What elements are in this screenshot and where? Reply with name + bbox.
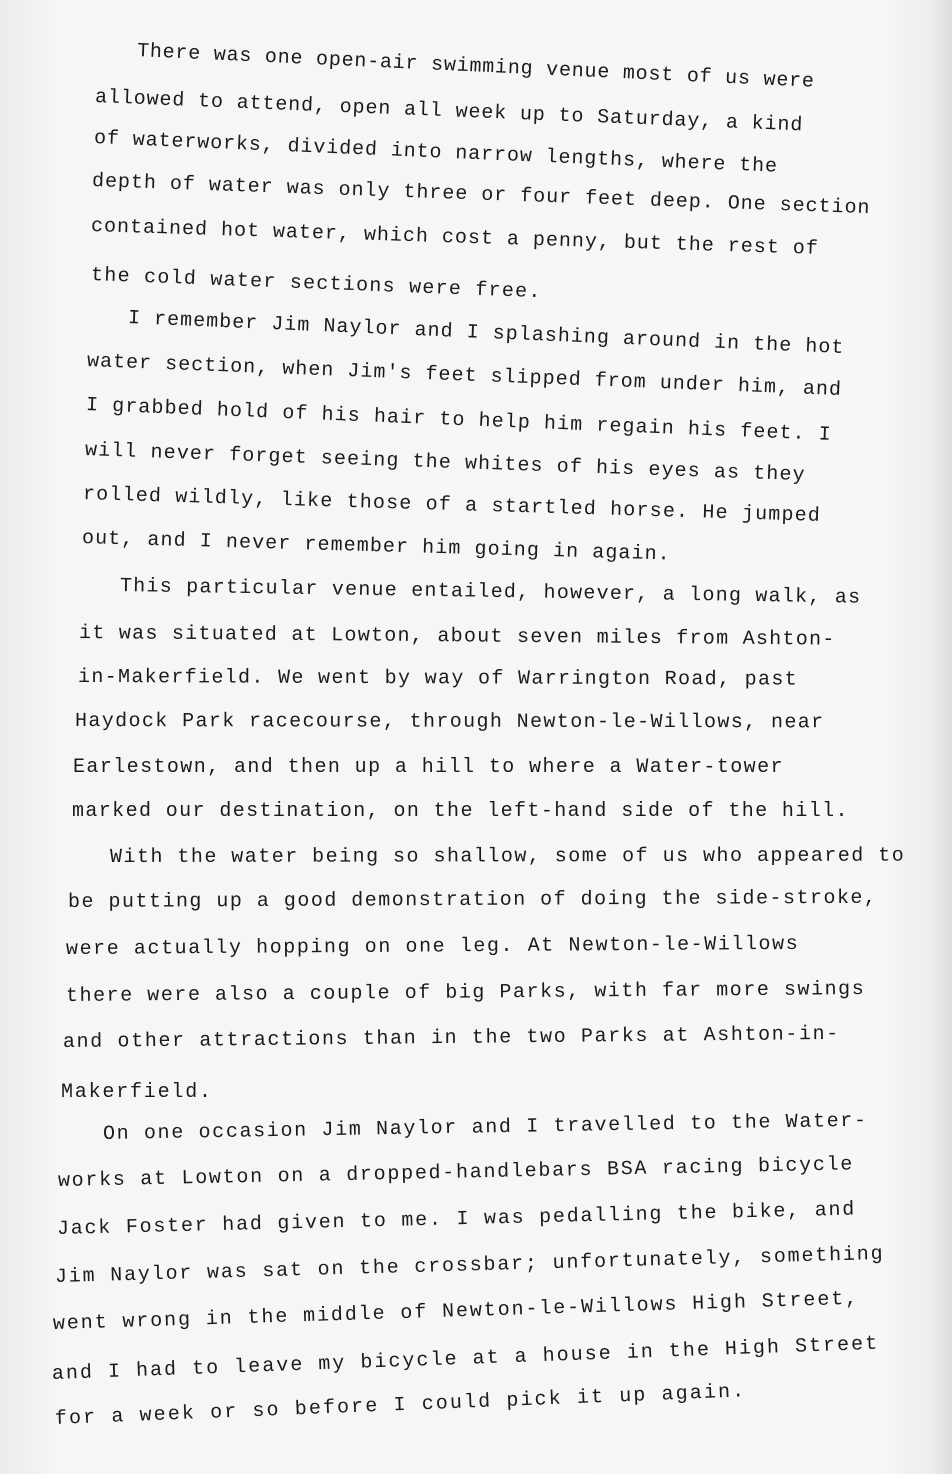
page-edge-shadow xyxy=(934,0,952,1474)
text-line: On one occasion Jim Naylor and I travelled to the Water- xyxy=(102,1109,868,1146)
text-line: out, and I never remember him going in again. xyxy=(81,527,672,567)
text-line: the cold water sections were free. xyxy=(90,264,543,305)
text-line: I remember Jim Naylor and I splashing around in the hot xyxy=(127,307,845,361)
text-line: were actually hopping on one leg. At Newton-le-Willows xyxy=(65,932,800,961)
text-line: will never forget seeing the whites of his eyes as they xyxy=(84,439,806,488)
text-line: This particular venue entailed, however, a long walk, as xyxy=(119,575,862,610)
text-line: there were also a couple of big Parks, with far more swings xyxy=(65,978,866,1008)
text-line: Jim Naylor was sat on the crossbar; unfortunately, something xyxy=(54,1242,885,1289)
text-line: marked our destination, on the left-hand side of the hill. xyxy=(72,800,849,823)
text-line: I grabbed hold of his hair to help him regain his feet. I xyxy=(85,394,833,447)
text-line: Makerfield. xyxy=(61,1081,213,1104)
text-line: be putting up a good demonstration of doing the side-stroke, xyxy=(67,886,878,914)
text-line: There was one open-air swimming venue most of us were xyxy=(136,40,816,94)
text-line: and other attractions than in the two Parks at Ashton-in- xyxy=(62,1022,841,1054)
text-line: it was situated at Lowton, about seven miles from Ashton- xyxy=(78,622,836,652)
text-line: contained hot water, which cost a penny, but the rest of xyxy=(90,215,820,261)
text-line: Jack Foster had given to me. I was pedalling the bike, and xyxy=(56,1198,857,1241)
text-line: With the water being so shallow, some of us who appeared to xyxy=(109,844,906,869)
text-line: went wrong in the middle of Newton-le-Willows High Street, xyxy=(52,1287,860,1336)
text-line: and I had to leave my bicycle at a house in the High Street xyxy=(51,1332,880,1386)
text-line: rolled wildly, like those of a startled horse. He jumped xyxy=(82,483,822,528)
text-line: Haydock Park racecourse, through Newton-le-Willows, near xyxy=(74,710,825,735)
text-line: of waterworks, divided into narrow lengths, where the xyxy=(93,127,779,179)
text-line: allowed to attend, open all week up to Saturday, a kind xyxy=(94,86,804,138)
text-line: in-Makerfield. We went by way of Warrington Road, past xyxy=(77,666,799,692)
text-line: works at Lowton on a dropped-handlebars BSA racing bicycle xyxy=(57,1153,855,1193)
text-line: Earlestown, and then up a hill to where a Water-tower xyxy=(73,756,784,779)
text-line: water section, when Jim's feet slipped from under him, and xyxy=(86,350,843,402)
text-line: for a week or so before I could pick it up again. xyxy=(54,1380,747,1431)
text-line: depth of water was only three or four feet deep. One section xyxy=(91,170,871,221)
